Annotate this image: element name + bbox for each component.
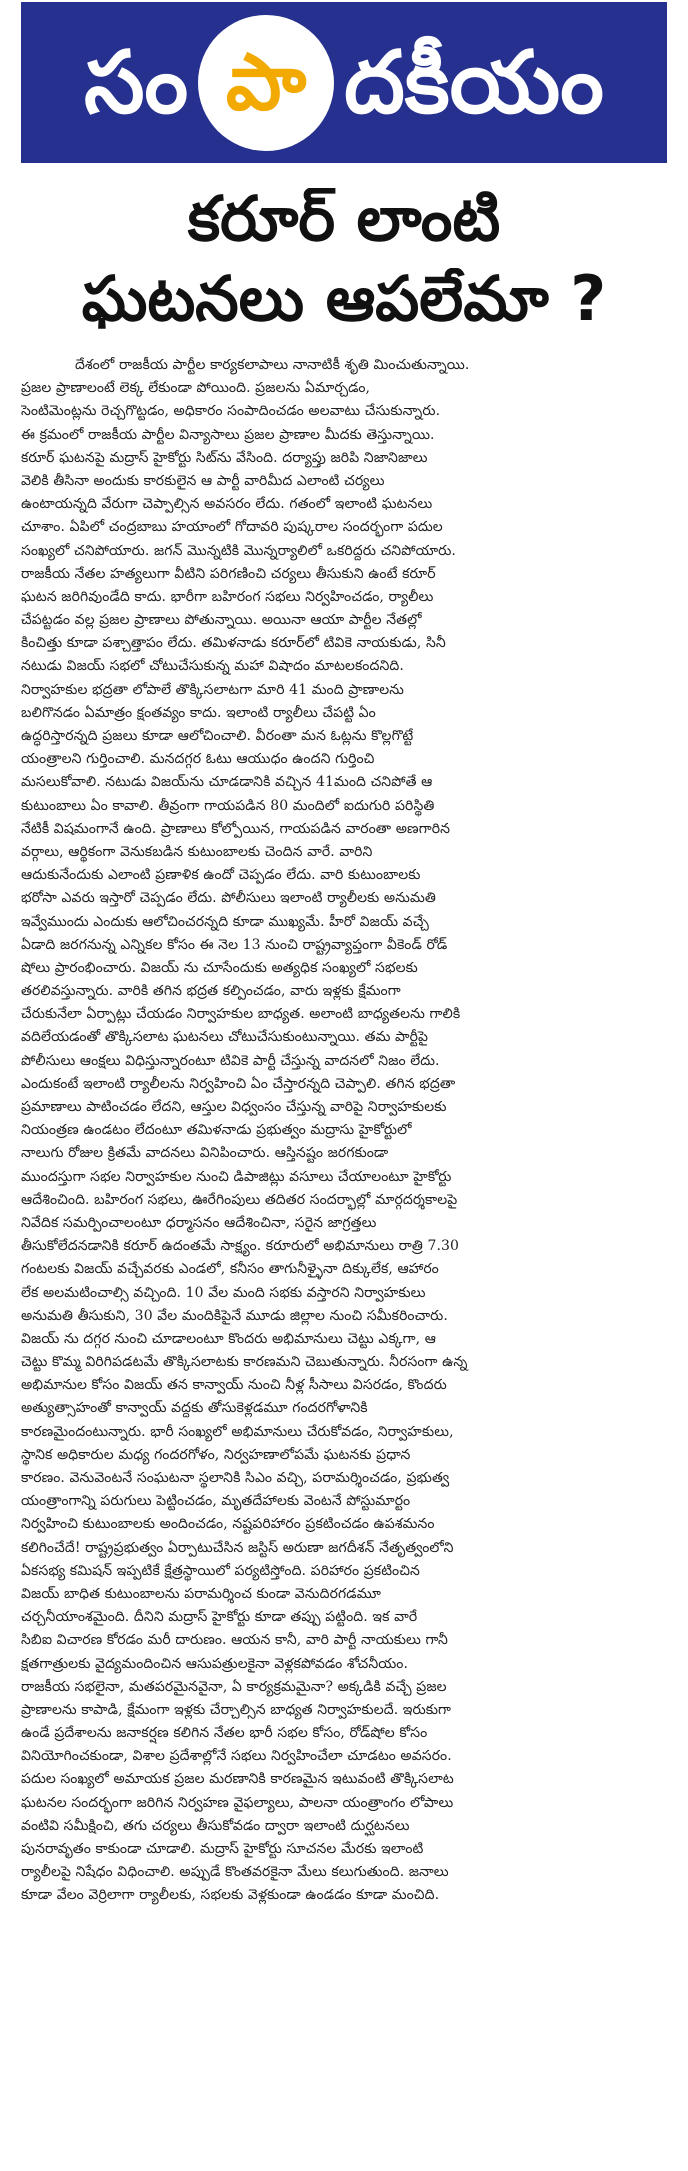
article-line: రాజకీయ సభలైనా, మతపరమైనవైనా, ఏ కార్యక్రమమైనా? అక్కడికి వచ్చే ప్రజల xyxy=(21,1678,447,1695)
article-line: ప్రజల ప్రాణాలంటే లెక్క లేకుండా పోయింది. ప్రజలను ఏమార్చడం, xyxy=(21,380,371,397)
headline-line-1: కరూర్ లాంటి xyxy=(187,188,501,250)
article-line: తరలివస్తున్నారు. వారికి తగిన భద్రత కల్పించడం, వారు ఇళ్లకు క్షేమంగా xyxy=(21,983,401,1000)
article-line: ఈ క్రమంలో రాజకీయ పార్టీల విన్యాసాలు ప్రజల ప్రాణాల మీదకు తెస్తున్నాయి. xyxy=(21,426,435,443)
article-line: నాలుగు రోజుల క్రితమే వాదనలు వినిపించారు. ఆస్తినష్టం జరగకుండా xyxy=(21,1145,389,1162)
article-line: ఆదుకునేందుకు ఎలాంటి ప్రణాళిక ఉందో చెప్పడం లేదు. వారి కుటుంబాలకు xyxy=(21,867,421,884)
article-line: స్థానిక అధికారుల మధ్య గందరగోళం, నిర్వహణాలోపమే ఘటనకు ప్రధాన xyxy=(21,1446,411,1463)
article-line: కూడా వేలం వెర్రిలాగా ర్యాలీలకు, సభలకు వెళ్లకుండా ఉండడం కూడా మంచిది. xyxy=(21,1887,440,1904)
article-line: చూశాం. ఏపిలో చంద్రబాబు హయాంలో గోదావరి పుష్కరాల సందర్భంగా పదుల xyxy=(21,519,443,536)
article-line: భరోసా ఎవరు ఇస్తారో చెప్పడం లేదు. పోలీసులు ఇలాంటి ర్యాలీలకు అనుమతి xyxy=(21,890,436,907)
article-line: ప్రాణాలను కాపాడి, క్షేమంగా ఇళ్లకు చేర్చాల్సిన బాధ్యత నిర్వాహకులదే. ఇరుకుగా xyxy=(21,1701,452,1718)
article-line: వర్గాలు, ఆర్థికంగా వెనుకబడిన కుటుంబాలకు చెందిన వారే. వారిని xyxy=(21,843,373,860)
article-line: విజయ్ బాధిత కుటుంబాలను పరామర్శించ కుండా వెనుదిరగడమూ xyxy=(21,1585,381,1602)
article-line: కుటుంబాలు ఏం కావాలి. తీవ్రంగా గాయపడిన 80 మందిలో ఐదుగురి పరిస్థితి xyxy=(21,797,435,814)
article-line: నివేదిక సమర్పించాలంటూ ధర్మాసనం ఆదేశించినా, సరైన జాగ్రత్తలు xyxy=(21,1214,377,1231)
article-line: ర్యాలీలపై నిషేధం విధించాలి. అప్పుడే కొంతవరకైనా మేలు కలుగుతుంది. జనాలు xyxy=(21,1864,449,1881)
article-line: ప్రమాణాలు పాటించడం లేదని, ఆస్తుల విధ్వంసం చేస్తున్న వారిపై నిర్వాహకులకు xyxy=(21,1099,447,1115)
article-line: అనుమతి తీసుకుని, 30 వేల మందికిపైనే మూడు జిల్లాల నుంచి సమీకరించారు. xyxy=(21,1307,448,1324)
article-line: అత్యుత్సాహంతో కాన్వాయ్ వద్దకు తోసుకెళ్లడమూ గందరగోళానికి xyxy=(21,1400,368,1417)
article-line: ఎందుకంటే ఇలాంటి ర్యాలీలను నిర్వహించి ఏం చేస్తారన్నది చెప్పాలి. తగిన భద్రతా xyxy=(21,1075,456,1092)
article-line: ఘటన జరిగివుండేది కాదు. భారీగా బహిరంగ సభలు నిర్వహించడం, ర్యాలీలు xyxy=(21,588,434,605)
article-line: చేపట్టడం వల్ల ప్రజల ప్రాణాలు పోతున్నాయి. అయినా ఆయా పార్టీల నేతల్లో xyxy=(21,612,422,629)
article-line: వినియోగించకుండా, విశాల ప్రదేశాల్లోనే సభలు నిర్వహించేలా చూడటం అవసరం. xyxy=(21,1748,452,1765)
article-line: నటుడు విజయ్ సభలో చోటుచేసుకున్న మహా విషాదం మాటలకందనిది. xyxy=(21,658,404,675)
article-line: ఉంటాయన్నది వేరుగా చెప్పాల్సిన అవసరం లేదు. గతంలో ఇలాంటి ఘటనలు xyxy=(21,496,433,513)
article-line: ఇవ్వేముందు ఎందుకు ఆలోచించరన్నది కూడా ముఖ్యమే. హీరో విజయ్ వచ్చే xyxy=(21,913,429,930)
article-line: షోలు ప్రారంభించారు. విజయ్ ను చూసేందుకు అత్యధిక సంఖ్యలో సభలకు xyxy=(21,959,418,976)
article-body xyxy=(21,354,667,1908)
masthead-logo xyxy=(21,2,667,163)
article-line: సంఖ్యలో చనిపోయారు. జగన్ మొన్నటికి మొన్నర్యాలిలో ఒకరిద్దరు చనిపోయారు. xyxy=(21,542,456,559)
article-line: నిర్వాహకుల భద్రతా లోపాలే తొక్కిసలాటగా మారి 41 మంది ప్రాణాలను xyxy=(21,681,405,698)
article-line: యంత్రాలని గుర్తించాలి. మనదగ్గర ఓటు ఆయుధం ఉందని గుర్తించి xyxy=(21,751,375,768)
article-line: కించిత్తు కూడా పశ్చాత్తాపం లేదు. తమిళనాడు కరూర్‌లో టివికె నాయకుడు, సినీ xyxy=(21,635,446,652)
article-line: పోలీసులు ఆంక్షలు విధిస్తున్నారంటూ టివికె పార్టీ చేస్తున్న వాదనలో నిజం లేదు. xyxy=(21,1052,440,1069)
masthead-circle-emblem xyxy=(198,15,334,151)
article-line: కారణం. వెనువెంటనే సంఘటనా స్థలానికి సిఎం వచ్చి, పరామర్శించడం, ప్రభుత్వ xyxy=(21,1470,450,1486)
masthead-banner xyxy=(21,2,667,163)
article-line: కలిగించేదే! రాష్ట్రప్రభుత్వం ఏర్పాటుచేసిన జస్టిస్ అరుణా జగదీశన్ నేతృత్వంలోని xyxy=(21,1539,454,1556)
article-line: ఏకసభ్య కమిషన్ ఇప్పటికే క్షేత్రస్థాయిలో పర్యటిస్తోంది. పరిహారం ప్రకటించిన xyxy=(21,1562,420,1579)
headline-line-2: ఘటనలు ఆపలేమా ? xyxy=(81,268,607,330)
article-line: నిర్వహించి కుటుంబాలకు అందించడం, నష్టపరిహారం ప్రకటించడం ఉపశమనం xyxy=(21,1516,435,1533)
article-line: సిబిఐ విచారణ కోరడం మరీ దారుణం. ఆయన కానీ, వారి పార్టీ నాయకులు గానీ xyxy=(21,1632,448,1649)
article-line: నేటికీ విషమంగానే ఉంది. ప్రాణాలు కోల్పోయిన, గాయపడిన వారంతా అణగారిన xyxy=(21,820,451,837)
article-line: ఏడాది జరగనున్న ఎన్నికల కోసం ఈ నెల 13 నుంచి రాష్ట్రవ్యాప్తంగా వీకెండ్ రోడ్ xyxy=(21,936,448,953)
article-line: యంత్రాంగాన్ని పరుగులు పెట్టించడం, మృతదేహాలకు వెంటనే పోస్టుమార్టం xyxy=(21,1493,411,1510)
article-line: అభిమానుల కోసం విజయ్ తన కాన్వాయ్ నుంచి నీళ్ల సీసాలు విసరడం, కొందరు xyxy=(21,1377,447,1394)
masthead-right-text: దకీయం xyxy=(344,32,604,133)
article-line: మసలుకోవాలి. నటుడు విజయ్‌ను చూడడానికి వచ్చిన 41మంది చనిపోతే ఆ xyxy=(21,774,433,791)
article-line: చేరుకునేలా ఏర్పాట్లు చేయడం నిర్వాహకుల బాధ్యత. అలాంటి బాధ్యతలను గాలికి xyxy=(21,1006,461,1023)
article-line: చర్చనీయాంశమైంది. దీనిని మద్రాస్ హైకోర్టు కూడా తప్పు పట్టింది. ఇక వారే xyxy=(21,1609,418,1626)
masthead-center-text: పా xyxy=(225,37,307,128)
article-line: వదిలేయడంతో తొక్కిసలాట ఘటనలు చోటుచేసుకుంటున్నాయి. తమ పార్టీపై xyxy=(21,1029,429,1046)
article-line: వంటివి సమీక్షించి, తగు చర్యలు తీసుకోవడం ద్వారా ఇలాంటి దుర్ఘటనలు xyxy=(21,1817,410,1834)
article-line: లేక అలమటించాల్సి వచ్చింది. 10 వేల మంది సభకు వస్తారని నిర్వాహకులు xyxy=(21,1284,426,1301)
article-line: సెంటిమెంట్లను రెచ్చగొట్టడం, అధికారం సంపాదించడం అలవాటు చేసుకున్నారు. xyxy=(21,403,441,420)
article-line: చెట్టు కొమ్మ విరిగిపడటమే తొక్కిసలాటకు కారణమని చెబుతున్నారు. నీరసంగా ఉన్న xyxy=(21,1354,468,1371)
article-line: రాజకీయ నేతల హత్యలుగా వీటిని పరిగణించి చర్యలు తీసుకుని ఉంటే కరూర్ xyxy=(21,565,436,582)
article-line: నియంత్రణ ఉండటం లేదంటూ తమిళనాడు ప్రభుత్వం మద్రాసు హైకోర్టులో xyxy=(21,1122,412,1139)
article-line: బలిగొనడం ఏమాత్రం క్షంతవ్యం కాదు. ఇలాంటి ర్యాలీలు చేపట్టి ఏం xyxy=(21,704,376,721)
article-line: ఉద్ధరిస్తారన్నది ప్రజలు కూడా ఆలోచించాలి. వీరంతా మన ఓట్లను కొల్లగొట్టే xyxy=(21,728,414,744)
article-line: వెలికి తీసినా అందుకు కారకులైన ఆ పార్టీ వారిమీద ఎలాంటి చర్యలు xyxy=(21,472,385,489)
article-line: ఆదేశించింది. బహిరంగ సభలు, ఊరేగింపులు తదితర సందర్భాల్లో మార్గదర్శకాలపై xyxy=(21,1191,458,1208)
article-line: పదుల సంఖ్యలో అమాయక ప్రజల మరణానికి కారణమైన ఇటువంటి తొక్కిసలాట xyxy=(21,1771,454,1788)
article-line: గంటలకు విజయ్ వచ్చేవరకు ఎండలో, కనీసం తాగునీళ్ళైనా దిక్కులేక, ఆహారం xyxy=(21,1261,439,1278)
article-line: ఉండే ప్రదేశాలను జనాకర్షణ కలిగిన నేతల భారీ సభల కోసం, రోడ్‌షోల కోసం xyxy=(21,1725,428,1742)
article-line: పునరావృతం కాకుండా చూడాలి. మద్రాస్ హైకోర్టు సూచనల మేరకు ఇలాంటి xyxy=(21,1841,424,1857)
article-line: కరూర్ ఘటనపై మద్రాస్ హైకోర్టు సిట్‌ను వేసింది. దర్యాప్తు జరిపి నిజానిజాలు xyxy=(21,449,428,466)
article-line: దేశంలో రాజకీయ పార్టీల కార్యకలాపాలు నానాటికీ శృతి మించుతున్నాయి. xyxy=(75,357,470,373)
article-line: కారణమైందంటున్నారు. భారీ సంఖ్యలో అభిమానులు చేరుకోవడం, నిర్వాహకులు, xyxy=(21,1423,454,1440)
article-line: విజయ్ ను దగ్గర నుంచి చూడాలంటూ కొందరు అభిమానులు చెట్టు ఎక్కగా, ఆ xyxy=(21,1330,437,1347)
masthead-left-text: సం xyxy=(84,32,189,133)
article-line: తీసుకోలేదనడానికి కరూర్ ఉదంతమే సాక్ష్యం. కరూరులో అభిమానులు రాత్రి 7.30 xyxy=(21,1238,460,1255)
article-line: ఘటనల సందర్భంగా జరిగిన నిర్వహణ వైఫల్యాలు, పాలనా యంత్రాంగం లోపాలు xyxy=(21,1794,454,1811)
article-line: క్షతగాత్రులకు వైద్యమందించిన ఆసుపత్రులకైనా వెళ్లకపోవడం శోచనీయం. xyxy=(21,1655,409,1672)
article-line: ముందస్తుగా సభల నిర్వాహకుల నుంచి డిపాజిట్లు వసూలు చేయాలంటూ హైకోర్టు xyxy=(21,1168,452,1185)
